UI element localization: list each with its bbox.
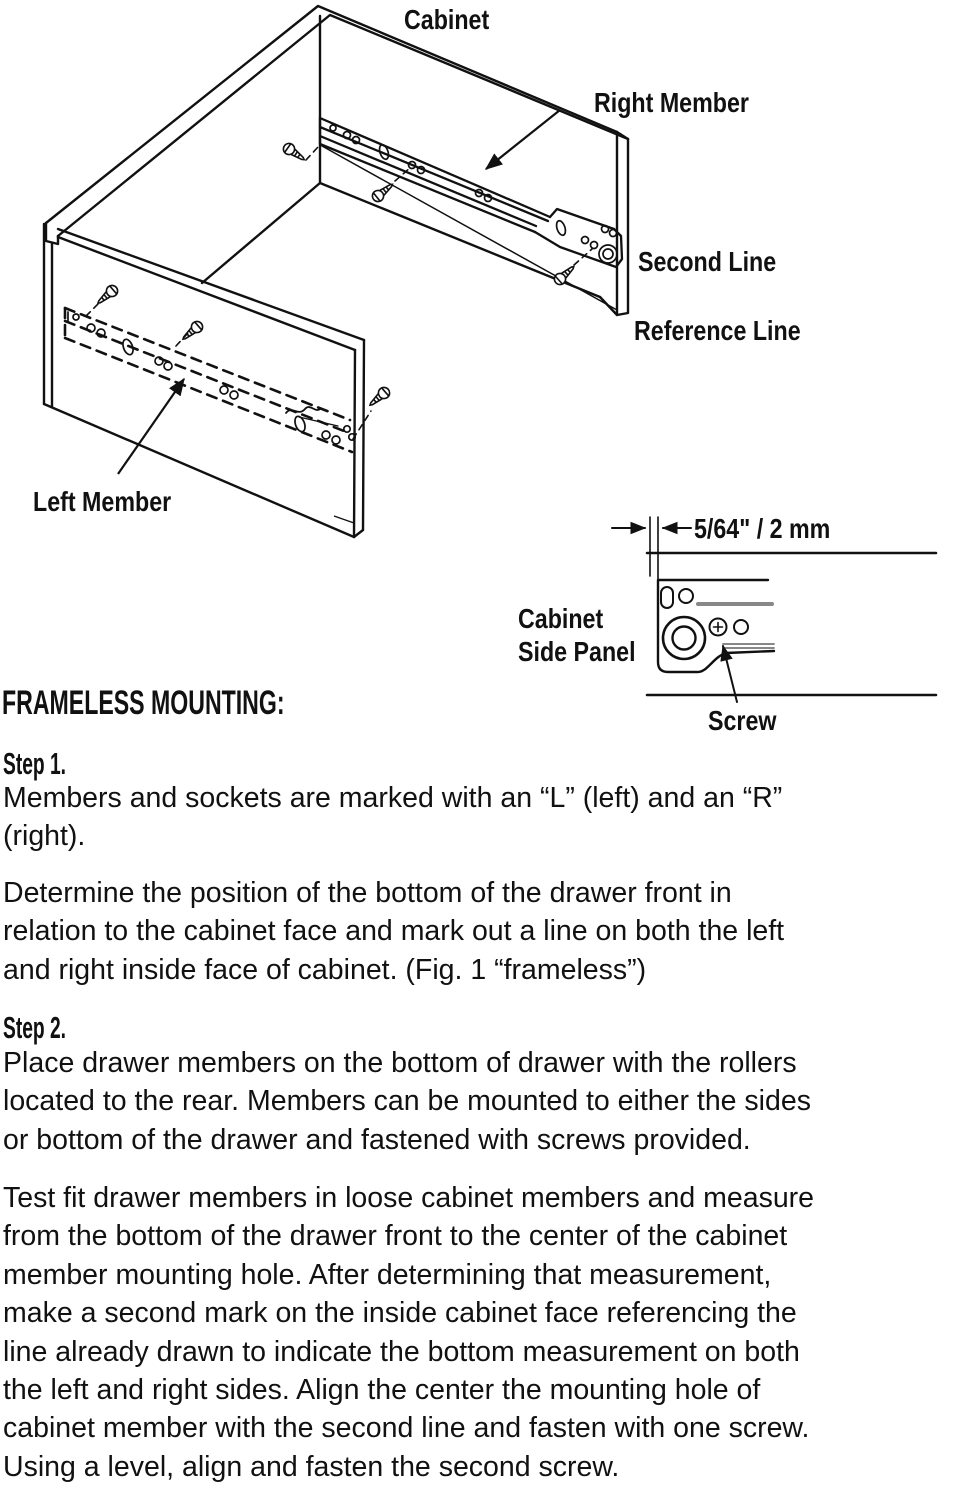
text-line: relation to the cabinet face and mark out a line on both the left (3, 915, 785, 948)
text-line: Members and sockets are marked with an “L” (left) and an “R” (3, 782, 783, 814)
section-heading: FRAMELESS MOUNTING: (2, 684, 285, 722)
screw-icon (370, 180, 396, 204)
text-line: make a second mark on the inside cabinet face referencing the (3, 1297, 797, 1330)
cabinet-side-panel-line1: Cabinet (518, 603, 604, 634)
cabinet-outline (44, 6, 628, 537)
screw-icon (179, 319, 205, 343)
right-member-label: Right Member (594, 87, 749, 118)
text-line: from the bottom of the drawer front to the center of the cabinet (3, 1220, 788, 1253)
roller-circle (663, 617, 705, 659)
text-line: cabinet member with the second line and fasten with one screw. (3, 1412, 810, 1445)
dimension-label: 5/64" / 2 mm (694, 513, 831, 544)
second-line-label: Second Line (638, 246, 777, 277)
step2-title: Step 2. (3, 1010, 67, 1045)
reference-line-label: Reference Line (634, 315, 801, 346)
screw-arrow (723, 646, 737, 702)
step2-paragraph1 (3, 1044, 811, 1159)
text-line: member mounting hole. After determining that measurement, (3, 1258, 772, 1291)
left-member-drawing (65, 301, 371, 452)
text-line: Using a level, align and fasten the second screw. (3, 1450, 620, 1483)
cabinet-side-panel-label (518, 602, 636, 668)
text-line: located to the rear. Members can be mounted to either the sides (3, 1085, 811, 1118)
text-line: or bottom of the drawer and fastened with screws provided. (3, 1123, 751, 1156)
text-line: Place drawer members on the bottom of drawer with the rollers (3, 1047, 797, 1079)
step1-paragraph1 (3, 779, 782, 856)
text-line: and right inside face of cabinet. (Fig. 1 “frameless”) (3, 953, 647, 986)
text-line: Test fit drawer members in loose cabinet members and measure (3, 1182, 815, 1214)
left-member-label: Left Member (33, 486, 172, 517)
text-line: the left and right sides. Align the center the mounting hole of (3, 1374, 761, 1407)
step1-title: Step 1. (3, 746, 67, 781)
right-member-drawing (306, 118, 622, 310)
text-line: (right). (3, 820, 86, 853)
step1-paragraph2 (3, 874, 784, 989)
screw-icon (94, 283, 120, 307)
step2-paragraph2 (3, 1179, 814, 1486)
text-line: line already drawn to indicate the bottom measurement on both (3, 1335, 800, 1368)
screw-icon (366, 385, 392, 409)
cabinet-label: Cabinet (404, 4, 490, 35)
reference-line-mark (322, 146, 617, 310)
break-squiggle (286, 407, 320, 413)
panel-corner-mark (334, 516, 354, 523)
cabinet-side-panel-line2: Side Panel (518, 636, 636, 667)
screw-icon (281, 141, 307, 164)
text-line: Determine the position of the bottom of the drawer front in (3, 877, 732, 909)
right-member-arrow (486, 110, 560, 169)
screw-label: Screw (708, 705, 777, 736)
